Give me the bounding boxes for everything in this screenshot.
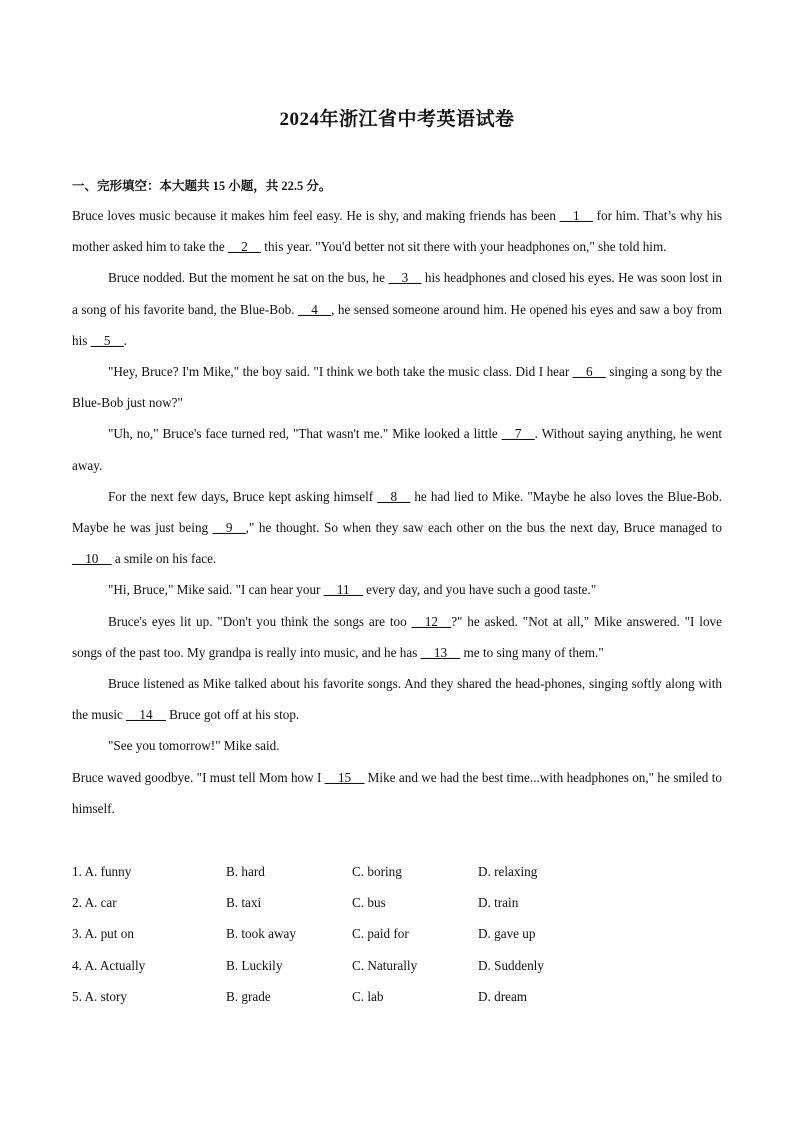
passage-text: Bruce nodded. But the moment he sat on the bus, he bbox=[108, 270, 389, 286]
answer-blank: __1__ bbox=[559, 208, 593, 223]
passage-text: Bruce got off at his stop. bbox=[165, 707, 300, 723]
question-number: 4. bbox=[72, 957, 82, 973]
answer-blank: __8__ bbox=[377, 488, 411, 504]
answer-blank: __12__ bbox=[411, 613, 452, 629]
passage-paragraph bbox=[72, 574, 722, 605]
passage-text: Bruce loves music because it makes him feel easy. He is shy, and making friends has been bbox=[72, 208, 560, 223]
option-a bbox=[72, 918, 226, 949]
answer-blank: __6__ bbox=[572, 364, 606, 380]
passage-text: . bbox=[123, 332, 127, 348]
passage-paragraph bbox=[72, 762, 722, 824]
passage-text: every day, and you have such a good taste." bbox=[362, 582, 597, 598]
question-row bbox=[72, 918, 722, 949]
option-text: A. Actually bbox=[81, 957, 146, 973]
passage-text: For the next few days, Bruce kept asking himself bbox=[108, 488, 378, 504]
passage-text: for him. That’s why his mother asked him to take the bbox=[72, 208, 722, 255]
option-a bbox=[72, 856, 226, 887]
passage-text: , he sensed someone around him. He opened his eyes and saw a boy from his bbox=[72, 301, 722, 348]
option-b: B. took away bbox=[226, 926, 296, 942]
passage-text: "Hey, Bruce? I'm Mike," the boy said. "I think we both take the music class. Did I hear bbox=[108, 364, 573, 380]
passage-text: his headphones and closed his eyes. He was soon lost in a song of his favorite band, the Blue-Bob. bbox=[72, 270, 722, 317]
passage-paragraph bbox=[72, 418, 722, 480]
question-number: 2. bbox=[72, 895, 82, 911]
passage-text: me to sing many of them." bbox=[460, 644, 604, 660]
question-row bbox=[72, 856, 722, 887]
option-b: B. taxi bbox=[226, 895, 262, 911]
passage-paragraph bbox=[72, 606, 722, 668]
question-row bbox=[72, 981, 722, 1012]
question-number: 3. bbox=[72, 926, 82, 942]
passage-text: Bruce listened as Mike talked about his favorite songs. And they shared the head-phones, singing softly along with the music bbox=[72, 676, 722, 723]
option-b: B. Luckily bbox=[226, 957, 283, 973]
cloze-passage bbox=[72, 200, 722, 824]
passage-text: ?" he asked. "Not at all," Mike answered. "I love songs of the past too. My grandpa is really into music, and he has bbox=[72, 613, 722, 660]
option-b: B. grade bbox=[226, 988, 271, 1004]
option-c: C. bus bbox=[352, 895, 386, 911]
option-c: C. boring bbox=[352, 864, 402, 879]
passage-text: a smile on his face. bbox=[111, 551, 217, 567]
question-number: 1. bbox=[72, 864, 82, 879]
passage-text: this year. "You'd better not sit there with your headphones on," she told him. bbox=[260, 239, 667, 255]
option-text: A. funny bbox=[81, 864, 132, 879]
passage-text: "See you tomorrow!" Mike said. bbox=[108, 738, 280, 754]
answer-blank: __2__ bbox=[228, 239, 261, 255]
question-row bbox=[72, 950, 722, 981]
passage-paragraph bbox=[72, 730, 722, 761]
option-a bbox=[72, 887, 226, 918]
answer-blank: __13__ bbox=[420, 644, 461, 660]
option-d: D. train bbox=[478, 895, 519, 911]
page-title: 2024年浙江省中考英语试卷 bbox=[279, 109, 515, 130]
option-d: D. dream bbox=[478, 988, 528, 1004]
option-d: D. Suddenly bbox=[478, 957, 544, 973]
answer-blank: __14__ bbox=[126, 707, 166, 723]
passage-text: Bruce's eyes lit up. "Don't you think the songs are too bbox=[108, 613, 412, 629]
option-c: C. Naturally bbox=[352, 957, 418, 973]
passage-text: . Without saying anything, he went away. bbox=[72, 426, 722, 473]
passage-text: Mike and we had the best time...with headphones on," he smiled to himself. bbox=[72, 769, 722, 816]
question-number: 5. bbox=[72, 988, 82, 1004]
answer-blank: __15__ bbox=[324, 769, 365, 785]
answer-blank: __5__ bbox=[90, 332, 124, 348]
option-a bbox=[72, 950, 226, 981]
passage-text: singing a song by the Blue-Bob just now?" bbox=[72, 364, 722, 411]
passage-paragraph bbox=[72, 668, 722, 730]
answer-blank: __11__ bbox=[323, 582, 363, 598]
section-heading: 一、完形填空：本大题共 15 小题，共 22.5 分。 bbox=[72, 179, 332, 193]
answer-blank: __7__ bbox=[501, 426, 535, 442]
option-text: A. story bbox=[81, 988, 127, 1004]
passage-text: ," he thought. So when they saw each other on the bus the next day, Bruce managed to bbox=[245, 520, 722, 536]
answer-blank: __9__ bbox=[212, 520, 246, 536]
option-a bbox=[72, 981, 226, 1012]
question-list bbox=[72, 856, 722, 1012]
passage-text: Bruce waved goodbye. "I must tell Mom how I bbox=[72, 769, 325, 785]
option-d: D. relaxing bbox=[478, 864, 538, 879]
answer-blank: __3__ bbox=[388, 270, 422, 286]
option-c: C. lab bbox=[352, 988, 384, 1004]
passage-paragraph bbox=[72, 481, 722, 575]
passage-paragraph bbox=[72, 356, 722, 418]
option-d: D. gave up bbox=[478, 926, 536, 942]
passage-text: "Uh, no," Bruce's face turned red, "That wasn't me." Mike looked a little bbox=[108, 426, 502, 442]
option-text: A. car bbox=[81, 895, 117, 911]
option-c: C. paid for bbox=[352, 926, 409, 942]
passage-paragraph bbox=[72, 200, 722, 262]
answer-blank: __4__ bbox=[298, 301, 332, 317]
passage-text: he had lied to Mike. "Maybe he also loves the Blue-Bob. Maybe he was just being bbox=[72, 488, 722, 536]
passage-paragraph bbox=[72, 262, 722, 356]
option-b: B. hard bbox=[226, 864, 265, 879]
passage-text: "Hi, Bruce," Mike said. "I can hear your bbox=[108, 582, 324, 598]
question-row bbox=[72, 887, 722, 918]
answer-blank: __10__ bbox=[72, 551, 112, 567]
option-text: A. put on bbox=[81, 926, 134, 942]
